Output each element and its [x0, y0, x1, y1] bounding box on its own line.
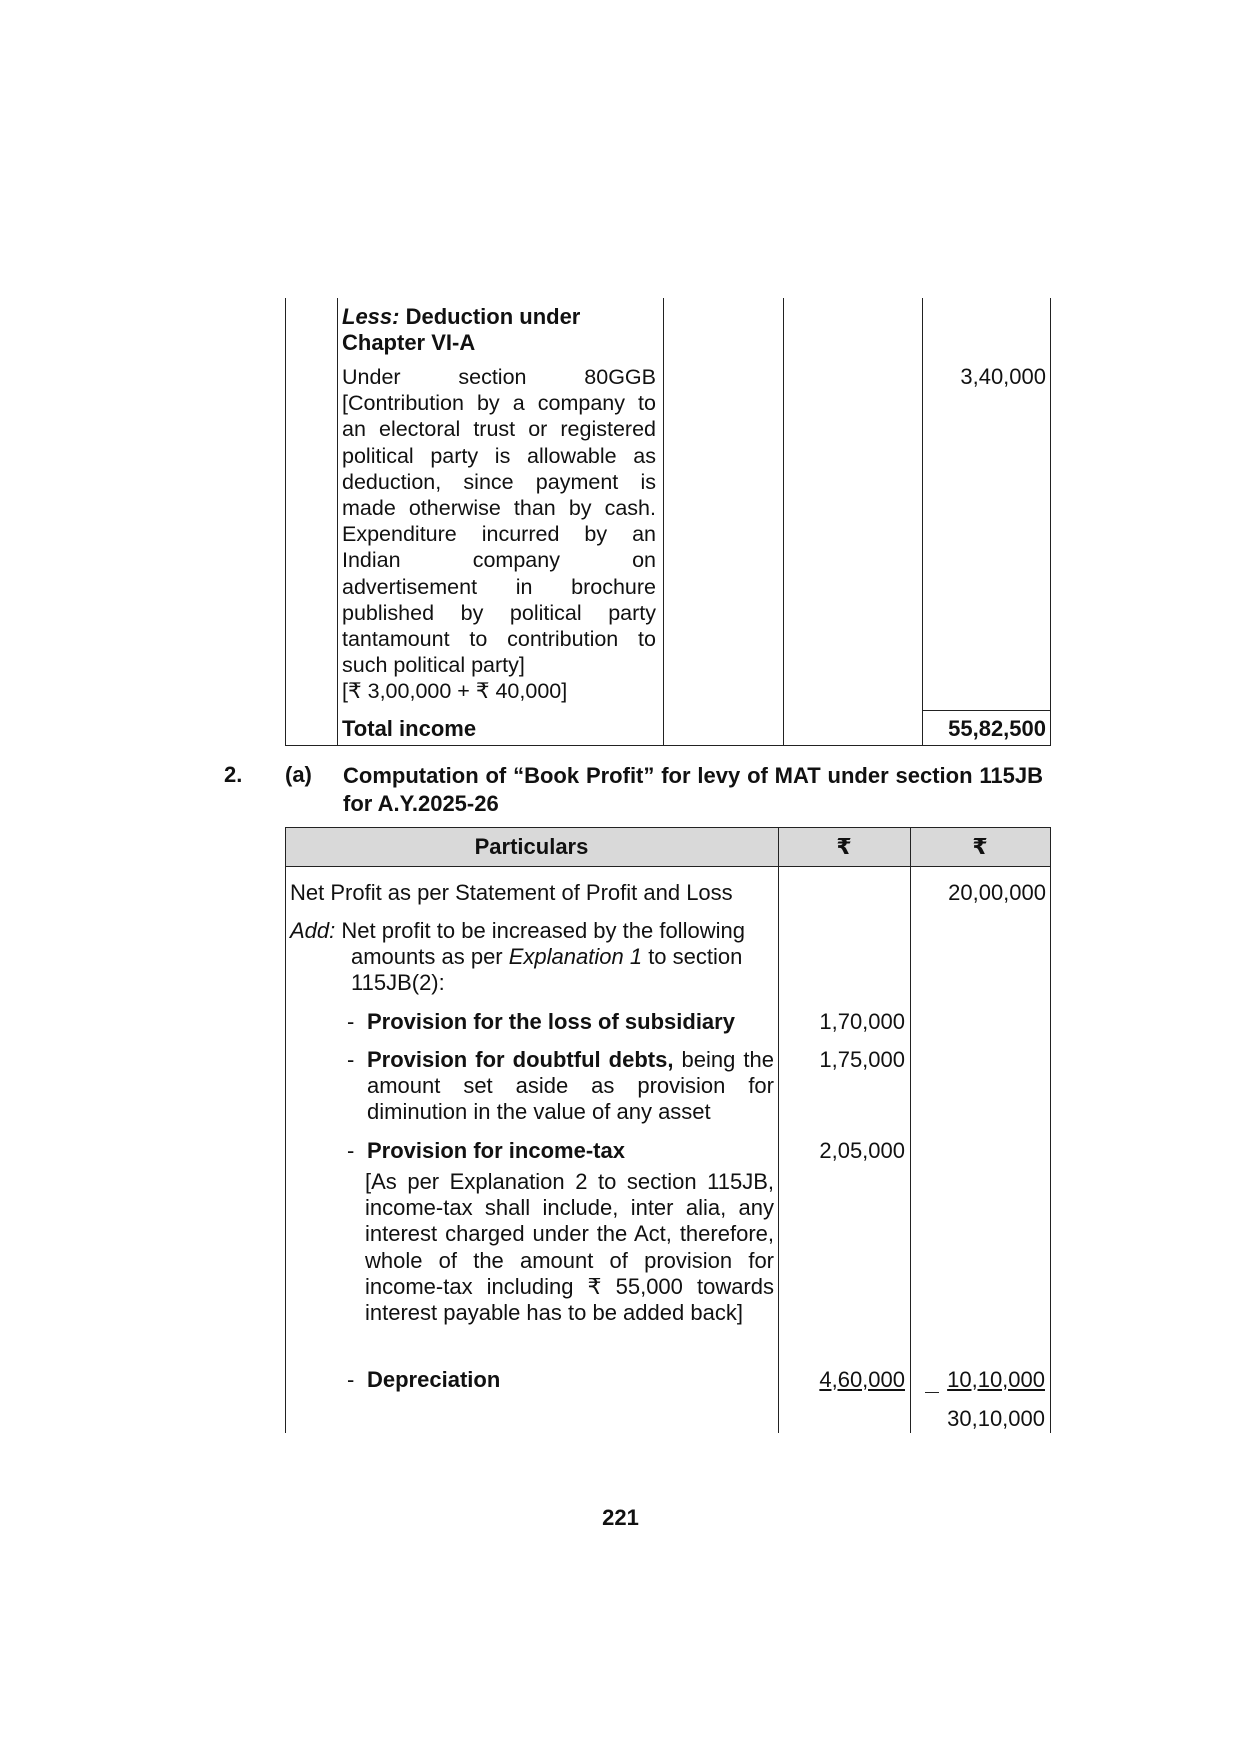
question-number: 2. [224, 762, 243, 787]
item-doubtful-debts: Provision for doubtful debts, being the amount set aside as provision for diminution in the value of any asset [367, 1047, 774, 1125]
table-border [285, 866, 1051, 867]
table-border [778, 827, 779, 1433]
item-doubtful-debts-amount: 1,75,000 [819, 1047, 905, 1072]
item-depreciation: Depreciation [367, 1367, 501, 1392]
table-border [337, 298, 338, 746]
additions-total: 10,10,000 [947, 1367, 1045, 1392]
table-border [922, 298, 923, 746]
item-depreciation-amount: 4,60,000 [819, 1367, 905, 1392]
total-rule [922, 710, 1050, 711]
add-heading: Add: Net profit to be increased by the following [290, 918, 745, 943]
income-tax-note: [As per Explanation 2 to section 115JB, income-tax shall include, inter alia, any interest charged under the Act, therefore, whole of the amount of provision for income-tax including ₹ 55,000 towards interest payable has to be added back] [365, 1169, 774, 1326]
add-heading-cont: amounts as per Explanation 1 to section [351, 944, 743, 969]
book-profit-table [285, 827, 1051, 1433]
deduction-80ggb-description: Under section 80GGB [Contribution by a company to an electoral trust or registered political party is allowable as deduction, since payment is made otherwise than by cash. Expenditure incurred by an Indian company on advertisement in brochure published by political party tantamount to contribution to such political party] [₹ 3,00,000 + ₹ 40,000] [342, 365, 656, 704]
deduction-amount: 3,40,000 [960, 364, 1046, 389]
total-income-value: 55,82,500 [948, 716, 1046, 741]
question-title: Computation of “Book Profit” for levy of MAT under section 115JB for A.Y.2025-26 [343, 763, 1043, 816]
item-loss-subsidiary: Provision for the loss of subsidiary [367, 1009, 735, 1034]
item-dash: - [347, 1367, 355, 1392]
table-border [910, 827, 911, 1433]
total-income-label: Total income [342, 716, 477, 741]
deduction-heading: Less: Deduction under Chapter VI-A [342, 304, 581, 355]
header-rupee-col1: ₹ [836, 834, 852, 859]
table-border [285, 827, 1051, 828]
table-border [1050, 298, 1051, 746]
question-part: (a) [285, 762, 312, 787]
add-heading-section: 115JB(2): [351, 970, 445, 995]
page-number: 221 [602, 1505, 639, 1530]
item-loss-subsidiary-amount: 1,70,000 [819, 1009, 905, 1034]
item-dash: - [347, 1138, 355, 1163]
table-bottom-border [285, 745, 1051, 746]
item-income-tax: Provision for income-tax [367, 1138, 625, 1163]
header-particulars: Particulars [474, 834, 589, 859]
total-income-table [285, 298, 1051, 746]
net-profit-label: Net Profit as per Statement of Profit and Loss [290, 880, 733, 905]
item-income-tax-amount: 2,05,000 [819, 1138, 905, 1163]
item-dash: - [347, 1047, 355, 1072]
book-profit-subtotal: 30,10,000 [947, 1406, 1045, 1431]
underline-lead [925, 1392, 939, 1393]
header-rupee-col2: ₹ [972, 834, 988, 859]
table-border [663, 298, 664, 746]
table-border [783, 298, 784, 746]
table-border [285, 827, 286, 1433]
table-border [1050, 827, 1051, 1433]
item-dash: - [347, 1009, 355, 1034]
net-profit-value: 20,00,000 [948, 880, 1046, 905]
table-border [285, 298, 286, 746]
